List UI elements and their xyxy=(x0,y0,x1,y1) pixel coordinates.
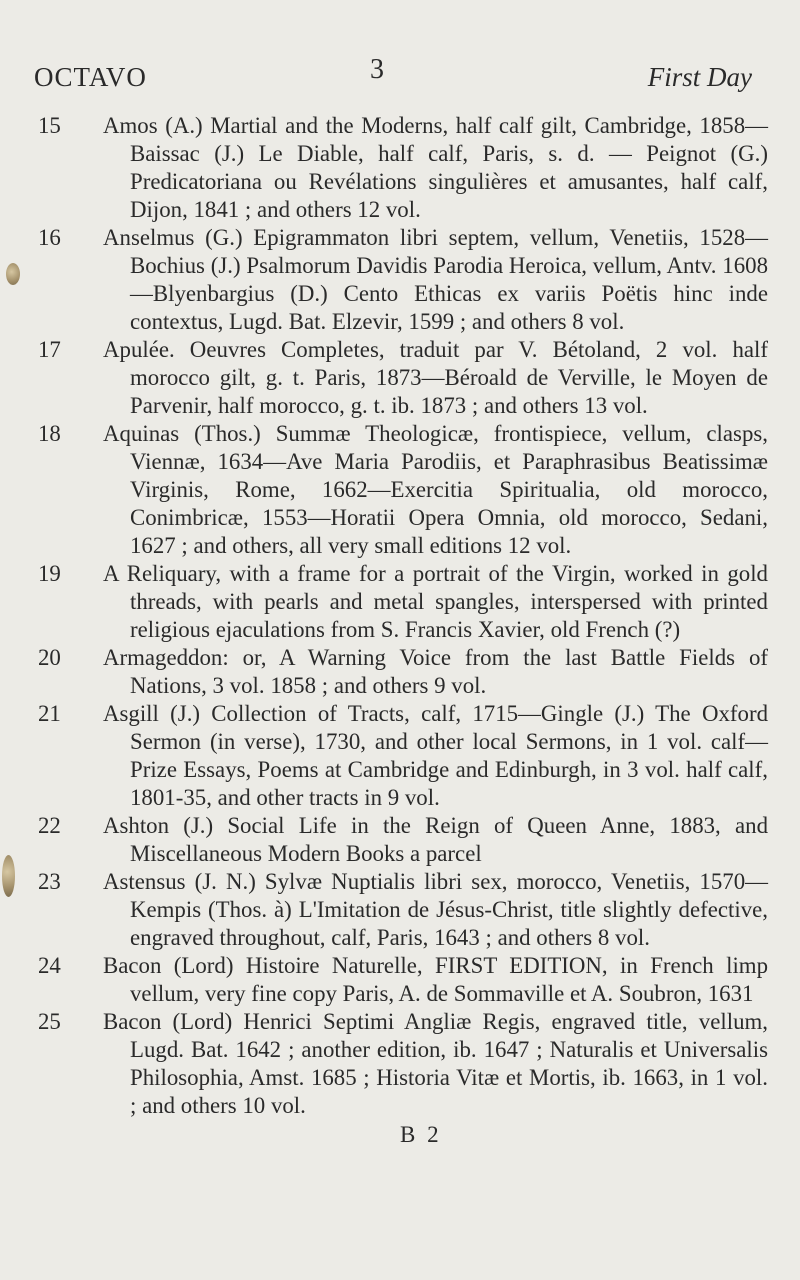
lot-description: A Reliquary, with a frame for a portrait of the Virgin, worked in gold threads, with pearls and metal spangles, interspersed with printed religious ejaculations from S. Francis Xavier, old French (?) xyxy=(103,561,768,642)
lot-entry xyxy=(38,700,768,812)
lot-entry xyxy=(38,420,768,560)
lot-number: 25 xyxy=(38,1009,61,1034)
lot-number: 24 xyxy=(38,953,61,978)
lot-description: Armageddon: or, A Warning Voice from the last Battle Fields of Nations, 3 vol. 1858 ; and others 9 vol. xyxy=(103,645,768,698)
lot-number: 15 xyxy=(38,113,61,138)
lot-entry xyxy=(38,336,768,420)
lot-description: Bacon (Lord) Histoire Naturelle, FIRST EDITION, in French limp vellum, very fine copy Paris, A. de Sommaville et A. Soubron, 1631 xyxy=(103,953,768,1006)
page-number: 3 xyxy=(370,54,384,85)
margin-spot xyxy=(6,263,20,285)
lot-description: Aquinas (Thos.) Summæ Theologicæ, frontispiece, vellum, clasps, Viennæ, 1634—Ave Maria Parodiis, et Paraphrasibus Beatissimæ Virginis, Rome, 1662—Exercitia Spiritualia, old morocco, Conimbricæ, 1553—Horatii Opera Omnia, old morocco, Sedani, 1627 ; and others, all very small editions 12 vol. xyxy=(103,421,768,558)
margin-spot xyxy=(2,855,15,897)
lot-description: Asgill (J.) Collection of Tracts, calf, 1715—Gingle (J.) The Oxford Sermon (in verse), 1730, and other local Sermons, in 1 vol. calf—Prize Essays, Poems at Cambridge and Edinburgh, in 3 vol. half calf, 1801-35, and other tracts in 9 vol. xyxy=(103,701,768,810)
lot-number: 17 xyxy=(38,337,61,362)
lot-description: Anselmus (G.) Epigrammaton libri septem, vellum, Venetiis, 1528—Bochius (J.) Psalmorum Davidis Parodia Heroica, vellum, Antv. 1608—Blyenbargius (D.) Cento Ethicas ex variis Poëtis hinc inde contextus, Lugd. Bat. Elzevir, 1599 ; and others 8 vol. xyxy=(103,225,768,334)
lot-number: 16 xyxy=(38,225,61,250)
lot-description: Ashton (J.) Social Life in the Reign of Queen Anne, 1883, and Miscellaneous Modern Books a parcel xyxy=(103,813,768,866)
lot-description: Apulée. Oeuvres Completes, traduit par V. Bétoland, 2 vol. half morocco gilt, g. t. Paris, 1873—Béroald de Verville, le Moyen de Parvenir, half morocco, g. t. ib. 1873 ; and others 13 vol. xyxy=(103,337,768,418)
running-header xyxy=(34,54,752,98)
lot-entry xyxy=(38,812,768,868)
lot-entry xyxy=(38,112,768,224)
lot-number: 19 xyxy=(38,561,61,586)
signature-mark: B 2 xyxy=(400,1122,442,1147)
lot-entry xyxy=(38,868,768,952)
lot-entry xyxy=(38,952,768,1008)
lot-entry xyxy=(38,1008,768,1120)
lot-entry xyxy=(38,224,768,336)
lot-description: Astensus (J. N.) Sylvæ Nuptialis libri sex, morocco, Venetiis, 1570—Kempis (Thos. à) L'Imitation de Jésus-Christ, title slightly defective, engraved throughout, calf, Paris, 1643 ; and others 8 vol. xyxy=(103,869,768,950)
lot-entry xyxy=(38,644,768,700)
lot-entry xyxy=(38,560,768,644)
header-format: OCTAVO xyxy=(34,62,147,92)
lot-number: 22 xyxy=(38,813,61,838)
lot-description: Bacon (Lord) Henrici Septimi Angliæ Regis, engraved title, vellum, Lugd. Bat. 1642 ; another edition, ib. 1647 ; Naturalis et Universalis Philosophia, Amst. 1685 ; Historia Vitæ et Mortis, ib. 1663, in 1 vol. ; and others 10 vol. xyxy=(103,1009,768,1118)
header-day: First Day xyxy=(647,62,752,92)
lot-number: 23 xyxy=(38,869,61,894)
lot-number: 21 xyxy=(38,701,61,726)
lot-number: 20 xyxy=(38,645,61,670)
lot-description: Amos (A.) Martial and the Moderns, half calf gilt, Cambridge, 1858—Baissac (J.) Le Diable, half calf, Paris, s. d. — Peignot (G.) Predicatoriana ou Revélations singulières et amusantes, half calf, Dijon, 1841 ; and others 12 vol. xyxy=(103,113,768,222)
lot-number: 18 xyxy=(38,421,61,446)
